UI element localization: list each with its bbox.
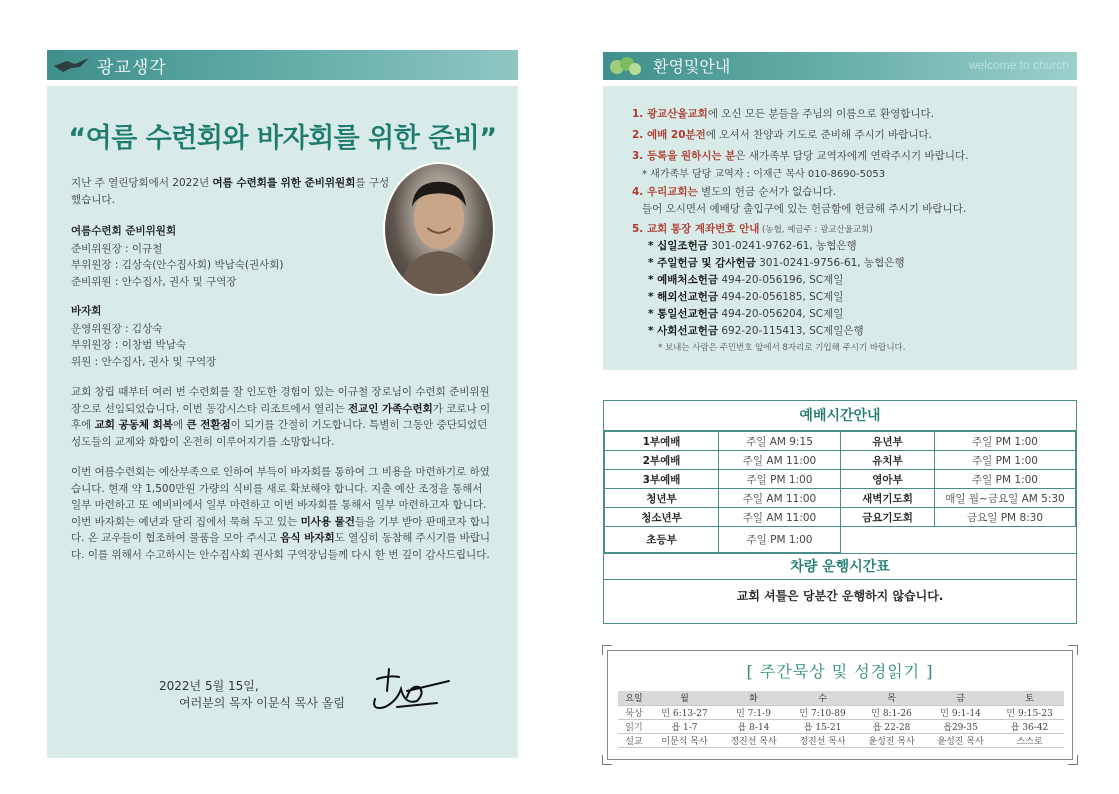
- corner-ornament: [1068, 645, 1078, 655]
- account-item: * 예배처소헌금 494-20-056196, SC제일: [648, 274, 844, 286]
- bazaar-line: 운영위원장 : 김상숙: [71, 322, 163, 335]
- committee-title: 여름수련회 준비위원회: [71, 225, 177, 237]
- signature-date: 2022년 5월 15일,: [159, 679, 259, 693]
- account-item: * 통일선교헌금 494-20-056204, SC제일: [648, 308, 844, 320]
- notice-3-sub: * 새가족부 담당 교역자 : 이재근 목사 010-8690-5053: [642, 169, 886, 180]
- worship-table: [604, 431, 1076, 553]
- left-header-title: 광교생각: [97, 58, 167, 78]
- bazaar-line: 부위원장 : 이창범 박남숙: [71, 339, 186, 351]
- table-row: 3부예배 주일 PM 1:00 영아부 주일 PM 1:00: [605, 470, 1076, 489]
- right-section-header: [603, 52, 1077, 80]
- notice-5: 5. 교회 통장 계좌번호 안내 (농협, 예금주 : 광교산울교회): [632, 223, 873, 235]
- corner-ornament: [1068, 755, 1078, 765]
- notice-4-sub: 들어 오시면서 예배당 출입구에 있는 헌금함에 헌금해 주시기 바랍니다.: [642, 203, 967, 215]
- table-row: 설교 이문식 목사 정진선 목사 정진선 목사 윤성진 목사 윤성진 목사 스스로: [618, 733, 1064, 747]
- committee-line: 준비위원장 : 이규철: [71, 242, 163, 255]
- handwritten-signature: [367, 661, 452, 716]
- table-row: 읽기 욥 1-7 욥 8-14 욥 15-21 욥 22-28 욥29-35 욥 36-42: [618, 719, 1064, 733]
- reading-caption: [ 주간묵상 및 성경읽기 ]: [746, 662, 934, 681]
- pastor-photo: [383, 162, 495, 296]
- table-row: 청년부 주일 AM 11:00 새벽기도회 매일 월~금요일 AM 5:30: [605, 489, 1076, 508]
- body-paragraph-1: 교회 창립 때부터 여러 번 수련회를 잘 인도한 경험이 있는 이규철 장로님이 수련회 준비위원장으로 선임되었습니다. 이번 동강시스타 리조트에서 열리는 전교인 가족수련회가 코로나 이후에 교회 공동체 회복에 큰 전환점이 되기를 간절히 기도합니다. 특별히 그동안 중단되었던 성도들의 교제와 화합이 온전히 이루어지기를 소망합니다.: [71, 386, 491, 448]
- table-row: 묵상 민 6:13-27 민 7:1-9 민 7:10-89 민 8:1-26 민 9:1-14 민 9:15-23: [618, 705, 1064, 719]
- account-item: * 사회선교헌금 692-20-115413, SC제일은행: [648, 325, 864, 337]
- committee-line: 준비위원 : 안수집사, 권사 및 구역장: [71, 275, 237, 288]
- pastor-column: [47, 86, 518, 758]
- committee-line: 부위원장 : 김상숙(안수집사회) 박남숙(권사회): [71, 259, 284, 271]
- notice-4: 4. 우리교회는 별도의 헌금 순서가 없습니다.: [632, 186, 837, 198]
- notice-3: 3. 등록을 원하시는 분은 새가족부 담당 교역자에게 연락주시기 바랍니다.: [632, 150, 969, 162]
- right-header-english: welcome to church: [968, 58, 1069, 72]
- table-header-row: 요일 월 화 수 목 금 토: [618, 691, 1064, 705]
- shuttle-caption: 차량 운행시간표: [604, 553, 1076, 580]
- table-row: 청소년부 주일 AM 11:00 금요기도회 금요일 PM 8:30: [605, 508, 1076, 527]
- intro-paragraph: 지난 주 열린당회에서 2022년 여름 수련회를 위한 준비위원회를 구성했습니다.: [71, 177, 390, 206]
- bazaar-title: 바자회: [71, 305, 102, 317]
- body-paragraph-2: 이번 여름수련회는 예산부족으로 인하여 부득이 바자회를 통하여 그 비용을 마련하기로 하였습니다. 현재 약 1,500만원 가량의 식비를 새로 확보해야 합니다. 지출 예산 조정을 통해서 일부 마련하고 또 예비비에서 일부 마련하고 이번 바자회를 통해서 일부 마련하고자 합니다. 이번 바자회는 예년과 달리 집에서 묵혀 두고 있는 미사용 물건들을 기부 받아 판매코자 합니다. 온 교우들이 협조하여 물품을 모아 주시고 음식 바자회도 열심히 동참해 주시기를 바랍니다. 이를 위해서 수고하시는 안수집사회 권사회 구역장님들께 다시 한 번 깊이 감사드립니다.: [71, 466, 491, 561]
- shuttle-notice: 교회 셔틀은 당분간 운행하지 않습니다.: [736, 589, 944, 603]
- table-row: 2부예배 주일 AM 11:00 유치부 주일 PM 1:00: [605, 451, 1076, 470]
- account-item: * 십일조헌금 301-0241-9762-61, 농협은행: [648, 240, 857, 252]
- column-headline: “여름 수련회와 바자회를 위한 준비”: [68, 123, 497, 154]
- leaf-icon: [607, 55, 643, 77]
- notice-2: 2. 예배 20분전에 오셔서 찬양과 기도로 준비해 주시기 바랍니다.: [632, 129, 933, 141]
- left-section-header: [47, 50, 518, 80]
- bazaar-line: 위원 : 안수집사, 권사 및 구역장: [71, 355, 217, 368]
- welcome-notice: [603, 86, 1077, 370]
- corner-ornament: [602, 755, 612, 765]
- account-note: * 보내는 사람은 주민번호 앞에서 8자리로 기입해 주시기 바랍니다.: [658, 343, 906, 353]
- table-row: 1부예배 주일 AM 9:15 유년부 주일 PM 1:00: [605, 432, 1076, 451]
- committee-list: [71, 223, 371, 290]
- account-item: * 주일헌금 및 감사헌금 301-0241-9756-61, 농협은행: [648, 257, 905, 269]
- weekly-reading: [607, 650, 1073, 760]
- account-item: * 해외선교헌금 494-20-056185, SC제일: [648, 291, 844, 303]
- notice-1: 1. 광교산울교회에 오신 모든 분들을 주님의 이름으로 환영합니다.: [632, 108, 935, 120]
- corner-ornament: [602, 645, 612, 655]
- signature-name: 여러분의 목자 이문식 목사 올림: [179, 696, 345, 710]
- right-header-title: 환영및안내: [653, 57, 731, 76]
- bazaar-list: [71, 303, 371, 370]
- worship-caption: 예배시간안내: [604, 401, 1076, 431]
- worship-schedule: [603, 400, 1077, 624]
- bird-icon: [53, 56, 91, 74]
- reading-table: [618, 691, 1064, 748]
- table-row: 초등부 주일 PM 1:00: [605, 527, 1076, 553]
